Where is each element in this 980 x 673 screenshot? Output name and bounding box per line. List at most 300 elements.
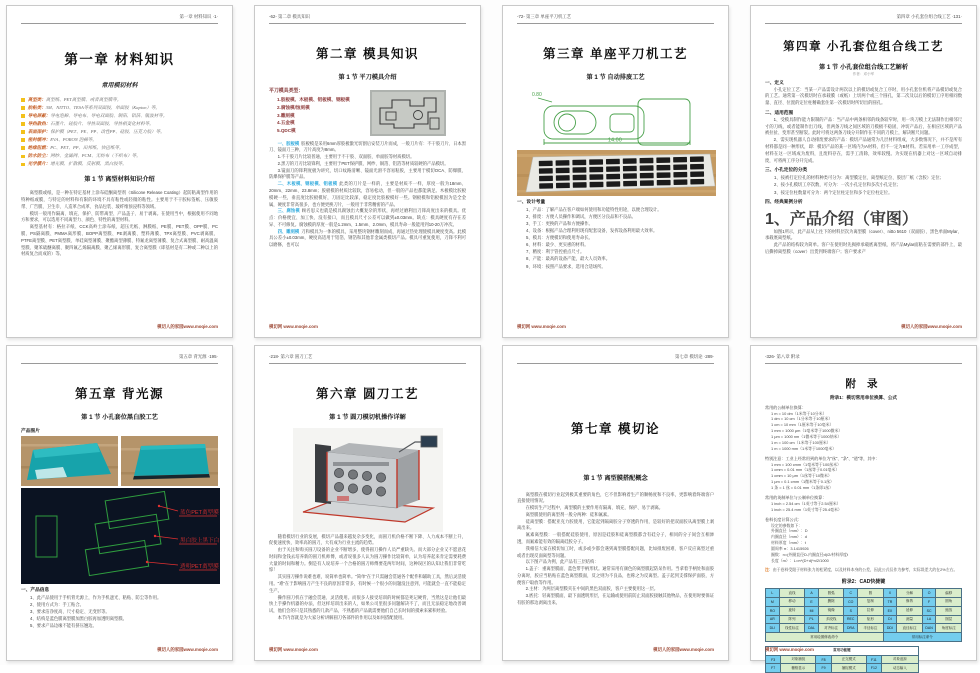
material-item — [21, 136, 218, 144]
annotation-label: 黑白胶上黑下白 — [180, 537, 220, 544]
die-cut-piece — [556, 160, 570, 166]
bullet-square-icon — [21, 146, 25, 150]
footer-site-text: 模切网 www.moqie.com — [517, 324, 566, 329]
material-item — [21, 120, 218, 128]
mold-types-list — [269, 88, 350, 136]
body-paragraph: 小孔定位工艺：当某一产品需设计两次以上的模切或复合工序时，用小孔套位机将产品模切或复合的工艺。通常第一次模切时在承载膜（或纸）上切两个或三个圆孔，第二次及以后的模切工序用相同数量、直径、位置的定位柱精确套住第一次模切时所切出的圆孔。 — [765, 86, 962, 106]
die-cut-piece — [640, 165, 654, 171]
cad-table-cell: 镜像 — [818, 606, 843, 615]
material-item — [21, 152, 218, 160]
cad-table-cell: F11 — [866, 655, 881, 664]
die-cut-piece — [606, 181, 620, 187]
material-text: PC、PET、PP、田邦纸、快巴纸等。 — [50, 145, 124, 151]
footer-site-text: 模切人的家园www.moqie.com — [901, 324, 962, 329]
die-cut-piece — [589, 166, 603, 172]
section-title: 第 1 节 离型膜搭配概念 — [583, 474, 648, 482]
author-line: 作者：邓小军 — [852, 71, 875, 76]
body-paragraph: 离型膜使用的离型剂一般分两种：硅和氟素。 — [525, 511, 612, 517]
unit-line: 1 mm = 1000 μm（1毫米等于1000微米） — [771, 428, 843, 434]
mold-type-item: 1.胶板模、木板模、铝板模、钢板模 — [277, 97, 350, 103]
cad-table-cell: DRA — [844, 624, 858, 633]
die-cut-piece — [640, 157, 654, 163]
product-info-list — [21, 594, 218, 630]
page-6-rotary — [254, 345, 481, 661]
cad-table-cell: TR — [883, 597, 897, 606]
photo-label: 产品图片 — [21, 427, 40, 433]
cad-table-cell: F8 — [816, 655, 831, 664]
info-item: 2、使用方式为：手工贴合。 — [30, 601, 84, 607]
die-cut-piece — [657, 179, 671, 185]
die-cut-piece — [674, 179, 688, 185]
die-cut-piece — [673, 156, 687, 162]
cad-table-cell: REC — [844, 615, 858, 624]
die-cut-piece — [539, 183, 553, 189]
design-list — [517, 206, 714, 270]
cad-table-cell: 正交模式 — [831, 655, 866, 664]
die-cut-piece — [589, 159, 603, 165]
unit-block — [765, 523, 962, 564]
cad-table-cell: 复制 — [858, 597, 883, 606]
cad-table-cell: F7 — [766, 664, 781, 673]
design-item: 2、排废：方便人员操作和调试，方便区分良品和不良品。 — [526, 213, 636, 219]
die-cut-piece — [657, 172, 671, 178]
cad-table-cell: 移动 — [779, 597, 804, 606]
mold-paragraph — [269, 141, 466, 155]
material-item — [21, 112, 218, 120]
cad-table-cell: 阵列 — [779, 615, 804, 624]
dim-label-bottom: 14.00 — [607, 137, 622, 143]
page-1-materials — [6, 5, 233, 338]
product-photo-1 — [21, 436, 118, 486]
unit-block — [765, 462, 962, 491]
die-cut-piece — [623, 158, 637, 164]
page-header-text: 第一章 材料知识 ·1· — [179, 14, 218, 19]
body-paragraph: 2、需实现机器人自动排废要求的产品：模切产品通常为几层材料组成，大多数情况下，并不是所有材料都是同一种形状，即：模切产品的某一区域内为A材料，但不一定为B材料。若采用单一工序成型，材料在这一区域成为废料，且废料存在，需手工清除，效率较慢。为实现在机器上对这一区域自动排废，可将两工序分开完成。 — [765, 137, 962, 163]
cad-table-cell: 测量 — [897, 615, 922, 624]
page-header — [517, 14, 714, 24]
unit-block — [765, 411, 962, 452]
cad-table-cell: DLI — [766, 624, 780, 633]
cad-table-title: 附录2：CAD快捷键 — [841, 579, 886, 586]
chapter-title: 第二章 模具知识 — [316, 46, 419, 61]
mold-text: 刀和模具为一体的模具，采用整块钢材雕刻而成，再通过热处理使模具硬度变高。此模具公差小±0.03mm，硬度高适用于铝箔、钢箔和其他非金属类模切产品。模具可重复使用，刀锋不利可以磨修，也可以 — [269, 228, 467, 248]
bullet-square-icon — [21, 114, 25, 118]
die-cut-piece — [573, 182, 587, 188]
page-2-molds — [254, 5, 481, 338]
note-text: ：由于卷料受限于材料张力的松紧度，以及材料本身的公差，因此公式仅作为参考，实际误差大约在2%左右。 — [768, 566, 958, 572]
cad-product-drawing — [518, 88, 714, 148]
mold-type-item: 4.五金模 — [277, 120, 295, 126]
cad-table-cell: 动态输入 — [882, 664, 919, 673]
cad-table-cell: RO — [766, 606, 780, 615]
die-cut-piece — [690, 178, 704, 184]
die-cut-piece — [690, 163, 704, 169]
cad-table-cell: 圆弧 — [818, 589, 843, 598]
cad-table-cell: 分解 — [897, 589, 922, 598]
cad-table-cell: 对齐标注 — [818, 624, 843, 633]
cad-table-cell: 栅格显示 — [781, 664, 816, 673]
die-cut-piece — [640, 180, 654, 186]
die-cut-piece — [572, 167, 586, 173]
cad-table-cell: M — [766, 597, 780, 606]
mold-text: 1.不干胶刀片比较普通，主要用于不干胶、双面胶、单面胶等材质模切。 — [277, 154, 415, 160]
chapter-title: 第六章 圆刀工艺 — [316, 386, 419, 401]
die-cut-piece — [606, 158, 620, 164]
cad-table-cell: 直线 — [779, 589, 804, 598]
die-cut-piece — [690, 171, 704, 177]
body-paragraph: 离型膜或纸，是一种在特定基材上涂布硅酮离型剂（Silicone Release Coating）起防粘离型作用的特种纸或膜，与特定的材料和有限的环境不具有粘性或轻微的粘性。主要用于不干胶标签纸、压敏胶带、广告膜、卫生巾、人造革合成革、食品包装、玻纤维预浸料等领域。 — [21, 190, 218, 209]
body-paragraph: 随着模切行业的发展，模切产品越来越复杂多变化，而圆刀机价格不断下降、人力成本不断上升，促使速度快、效率高的圆刀，大有成为行业主流的趋势。 — [269, 533, 466, 546]
page-7-theory — [502, 345, 729, 661]
cad-table-cell: 线性标注 — [779, 624, 804, 633]
page-4-pinhole — [750, 5, 977, 338]
appendix-subtitle: 附录1：模切常用单位换算、公式 — [830, 394, 897, 400]
unit-line: 1 cmm = 0.01 mm（1丝等于0.01毫米） — [771, 467, 840, 473]
cad-table-cell: 删除 — [818, 597, 843, 606]
classification-list — [765, 174, 962, 195]
die-cut-piece — [589, 174, 603, 180]
design-item: 8、产能：最高的设备产能，最大人员效率。 — [526, 256, 611, 262]
body-paragraph: 1.盖子：重离型膜面、蓝色带手柄形状。通常采用有颜色的离型膜起防呆作用。当拿着手柄处和面胶分离时，胶应当粘贴在蓝色离型膜面，反之则为不良品，也称之为反离型。盖子起到支撑保护面胶，方便客户取放等作用。 — [517, 566, 714, 585]
die-cut-piece — [539, 175, 553, 181]
unit-line: 材料厚度（mm）：t — [771, 540, 806, 546]
footer-site-text: 模切网 www.moqie.com — [269, 324, 318, 329]
cad-table-cell: DAL — [805, 624, 819, 633]
material-label: 胶粘类： — [27, 104, 46, 110]
mold-text: 3.镜面刀的锋利度极为讲究，切口纹路清晰、镜面光滑不容易粘胶，主要用于模切OCA、防爆膜、防爆保护膜等产品。 — [269, 167, 466, 180]
info-item: 5、要求产品边缘不能有挤压翘边。 — [30, 623, 97, 628]
material-text: 3M、NITTO、TESA等系列双面胶、单面胶（Kapton）等。 — [45, 104, 160, 110]
mold-paragraph — [269, 168, 466, 182]
material-item — [21, 128, 218, 136]
material-label: 光学膜片： — [27, 161, 51, 167]
section-heading: 二、适用范围 — [765, 109, 794, 115]
material-text: EVA、PORON 泡棉等。 — [50, 136, 97, 142]
die-cut-piece — [556, 167, 570, 173]
unit-line: 圆周率 π：3.1415926 — [771, 545, 809, 551]
cad-table-cell: 矩形 — [858, 615, 883, 624]
unit-line: 圈数：n=(外圈直径D-内圈直径d)/2/材料厚度t — [771, 551, 849, 557]
footer-site-text: 模切人的家园www.moqie.com — [157, 324, 218, 329]
mold-heading: 三、腐蚀模 — [277, 208, 300, 214]
die-cut-piece — [606, 173, 620, 179]
cad-table-cell: O — [922, 589, 936, 598]
material-label: 导电屏蔽： — [27, 112, 51, 118]
bullet-square-icon — [21, 106, 25, 110]
cad-table-cell: CO — [844, 597, 858, 606]
unit-block-title: 卷料长度计算公式： — [765, 516, 802, 522]
cad-table-cell: 常用标注命令 — [883, 633, 961, 642]
die-cut-piece — [623, 173, 637, 179]
cad-table-cell: 延伸 — [897, 606, 922, 615]
body-paragraphs — [269, 534, 466, 622]
unit-line: 1 cm = 10 mm（1厘米等于10毫米） — [771, 422, 834, 428]
cad-table-cell: F12 — [866, 664, 881, 673]
material-label: 表面保护： — [27, 128, 51, 134]
die-cut-piece — [573, 174, 587, 180]
material-text: 离型纸、PET离型膜、或者离型膜等。 — [45, 96, 122, 102]
section-heading: 三、小孔定位的分类 — [765, 167, 808, 173]
die-cut-piece — [690, 156, 704, 162]
bullet-square-icon — [21, 122, 25, 126]
cad-table-cell: 捕捉模式 — [831, 664, 866, 673]
cad-table-cell: 对象追踪 — [882, 655, 919, 664]
body-paragraph: 操作圆刀机在于融会贯通、灵活使用。而很多人接受培训的时候都是死记硬背，当然这是让他们最快上手操作机器的办法，但这样培训出来的人，如果公司里很多问题解决不了，而且无法稳定地改善调试，他们会的只是其熟悉的几款产品，不熟悉的产品就需要他们自己长时间的摸索来累积经验。 — [269, 594, 466, 614]
bullet-square-icon — [21, 138, 25, 142]
footer-site-text: 模切网 www.moqie.com — [765, 647, 814, 652]
design-item: 7、精度：利于管控重点尺寸。 — [526, 249, 585, 255]
info-item: 1、此产品使用于手机背光源上，作为手机遮光、粘贴、防尘等作用。 — [30, 594, 162, 600]
body-paragraph: 以下图产品为例，此产品有三层结构： — [525, 559, 599, 565]
mold-types-block — [269, 88, 466, 138]
unit-line: 外圈直径（mm）：D — [771, 528, 808, 534]
cad-table-cell: AR — [766, 615, 780, 624]
page-header — [269, 14, 466, 24]
page-header-text: 第七章 模切论 ·289· — [674, 354, 714, 359]
body-paragraph: 我相信大家在模切加工时，或多或少都会遇到离型膜搭配问题，比如排废困难、客户反应离型过重或者出现反面离型等问题。 — [517, 545, 714, 558]
mold-text: 此类的刀片是一样的，主要是材质不一样，厚度一般为18mm、20mm、22mm、23.8mm；胶板模的材质比较软，容易松动，但一般的产品也都能满足。木板模比胶板模硬一些，垂直度比胶板模好，刀固定比较深，稳定度比胶板模好一些。钢板模和铝板模因为是全金属，硬度非常高很多，也方便更换刀片，一般用于非常精密的产品。 — [269, 181, 466, 207]
flat-die-photo — [370, 90, 446, 136]
material-text: 网纱、金属网、PCM、无纺布（不织布）等。 — [50, 153, 141, 159]
bullet-square-icon — [21, 130, 25, 134]
unit-line: 1 μm = 0.1 cmm（1微米等于0.1丝） — [771, 479, 834, 485]
page-8-appendix — [750, 345, 977, 671]
case-subheading: 1、产品介绍（审图） — [765, 210, 918, 228]
cad-table-cell: 旋转 — [779, 606, 804, 615]
unit-line: 1 dm = 10 cm（1分米等于10厘米） — [771, 416, 833, 422]
cad-table-cell: 半径标注 — [858, 624, 883, 633]
body-paragraph: 在模切生产过程中，离型膜的主要作用有隔离、填充、保护、易于剥离。 — [525, 505, 664, 511]
page-header-text: 第五章 背光源 ·195· — [178, 354, 218, 359]
section-heading: 一、定义 — [765, 79, 784, 85]
footer-site-text: 模切网 www.moqie.com — [269, 647, 318, 652]
body-paragraph: 此产品的结构较为简单。客户在使用时先揭掉承载底离型纸，将产品Mylar面粘在需要的部件上，最后撕掉离型膜（cover）出货到终端客户；客户要求产 — [765, 242, 962, 255]
page-header-text: -326- 第八章 附录 — [765, 354, 800, 359]
bullet-square-icon — [21, 163, 25, 167]
classification-item: 3、按定位柱数量可分为：两个定位柱定位和多个定位柱定位。 — [774, 189, 893, 195]
design-item: 9、环境：按照产品要求，选用合适场所。 — [526, 263, 606, 269]
footer-site-text: 模切人的家园www.moqie.com — [157, 647, 218, 652]
die-cut-piece — [623, 180, 637, 186]
mold-text: 胶板模是采用6mm厚胶板激光切割后安装刀片而成，一般刀片有：不干胶刀片、日本黑刀、镜面刀三种，刀片高度为8mm。 — [269, 140, 467, 153]
unit-block-title: 常用的英制单位与公制单位换算： — [765, 494, 827, 500]
mold-type-item: 2.腐蚀模/蚀刻模 — [277, 104, 310, 110]
die-cut-sheet-photo — [517, 150, 716, 196]
material-item — [21, 144, 218, 152]
footer-site-text: 模切人的家园www.moqie.com — [653, 647, 714, 652]
cad-table-cell: A — [805, 589, 819, 598]
mold-heading: 一、胶板模 — [277, 140, 300, 146]
design-item: 3、手工：更换的产品和方便操作。 — [526, 220, 593, 226]
body-paragraph: 2.主材：为两层离型膜夹在中间的黑色双面胶，客户主要使用这一层。 — [525, 586, 659, 592]
die-cut-piece — [539, 168, 553, 174]
unit-line: 1 inch = 2.54 cm（1英寸等于2.54厘米） — [771, 500, 841, 506]
cad-table-cell: 直径标注 — [897, 624, 922, 633]
body-paragraph: 其实圆刀操作说难也难，说简单也简单。“简单”在于只需融会贯通各个配件和辅助工具，然后灵活使用。“难”在于影响圆刀产生不良的原因非常多，有时候一个很小的问题没注意到，可能就会一直不能稳定生产。 — [269, 574, 466, 593]
rotary-machine-photo — [293, 428, 443, 532]
classification-item: 2、按小孔模切工序次数，可分为：一次小孔定位和多次小孔定位； — [774, 182, 901, 188]
product-photo-2 — [121, 436, 218, 486]
mold-paragraph — [269, 161, 466, 168]
page-5-backlight — [6, 345, 233, 661]
cad-table-cell: PL — [805, 615, 819, 624]
cad-table-cell: 圆角 — [936, 597, 962, 606]
material-text: 增光膜、扩散膜、反射膜、黑白胶等。 — [50, 161, 127, 167]
body-paragraph: 离型基材有：格拉辛纸、CCK高岭土涂布纸、超压光纸、淋膜纸、PE膜、PET膜、OPP膜、PC膜、PS隔离膜、PMMA离形膜、BOPP离型膜、PE剥离膜、塑料薄膜、TPX离型膜、PVC剥离膜、PTFE离型膜、PET离型膜、单硅离型薄膜、聚酯离型薄膜、特氟龙离型薄膜、复合式离型膜、耐高温离型膜、聚苯硫醚离膜、聚四氟乙烯隔离膜、聚乙烯离形膜、复合离型膜（即基材是有二种或二种以上的材质复合而成的）等。 — [21, 224, 218, 257]
material-item — [21, 96, 218, 104]
unit-line: 1 条 = 1 丝 = 0.01 mm（1条即1丝） — [771, 484, 834, 490]
cad-table-cell: L — [766, 589, 780, 598]
material-label: 密封缓冲： — [27, 136, 51, 142]
note-label: 注 — [765, 566, 769, 572]
mold-paragraph — [269, 229, 466, 249]
cad-table-cell: 偏移 — [936, 589, 962, 598]
unit-line: 内圈直径（mm）：d — [771, 534, 807, 540]
material-item — [21, 160, 218, 168]
material-text: 石墨片、硅胶片、导热双面胶、导热相变化材料等。 — [50, 120, 154, 126]
unit-line: 1 μm = 1000 nm（1微米等于1000纳米） — [771, 433, 842, 439]
cad-shortcut-table — [765, 588, 962, 642]
info-item: 3、要求洁净度高、尺寸稳定、无变形等。 — [30, 608, 110, 614]
body-paragraphs — [517, 492, 714, 607]
body-paragraph: 硅离型膜：搭配亚克力胶使用，它能起到隔离胶分子穿透的作用，是较好的把双面胶从离型膜上剥离出来。 — [517, 518, 714, 531]
design-item: 4、设备：根据产品合理利用现有配套设备，发挥设备利用最大效率。 — [526, 227, 658, 233]
cad-table-cell: 修剪 — [897, 597, 922, 606]
cad-table-cell: 角度标注 — [936, 624, 962, 633]
bullet-square-icon — [21, 98, 25, 102]
section-title: 第 1 节 离型材料知识介绍 — [84, 176, 155, 184]
material-label: 导热散热： — [27, 120, 51, 126]
body-paragraph: 模切一般用作隔离、填充、保护、防带离型、产品盖子、易于剥离。在使用当中，根据使用不同地方和要求，可以选用不同离型力、颜色、特性的离型材料。 — [21, 210, 218, 223]
die-cut-piece — [606, 166, 620, 172]
mold-text: 2.黑刀的刀刃比较锋利，主要用于PET保护膜、网纱、铜箔、铝箔等材质较硬的产品模切。 — [277, 160, 449, 166]
chapter-title: 第一章 材料知识 — [64, 51, 175, 67]
cad-table-cell: F — [922, 597, 936, 606]
body-paragraph: 由于关注和购买圆刀设备的企业不断增多，使得圆刀操作人员严重缺失。而大部分企业又不愿意花时间和金钱去培养新的圆刀机师傅，或者说很多人认为圆刀操作比较简单，认为培养起来肯定需要耗费大量的时间和精力。倒是有人说培养一个合格的圆刀师傅要花两年时间，这种误区的认知让我们非常吃惊！ — [269, 547, 466, 573]
cad-table-cell: DDI — [883, 624, 897, 633]
chapter-title: 附 录 — [845, 377, 882, 390]
cad-table-cell: 常用绘图修改命令 — [766, 633, 884, 642]
cad-table-cell: 缩放 — [936, 606, 962, 615]
die-cut-piece — [590, 181, 604, 187]
cad-table-cell: SC — [922, 606, 936, 615]
die-cut-piece — [539, 160, 553, 166]
unit-line: 1 m = 100 cm（1米等于100厘米） — [771, 439, 831, 445]
annotation-label: 蓝色PET离型膜 — [180, 509, 219, 516]
mold-text: 顾名思义也就是模具腐蚀出大概复杂的形状，再经过磨利出刀锋高度出来的模具。优点：价格便宜、加工快、没有接口，而且模具尺寸公差可以做到±0.03mm。缺点：模具硬度有存在差异、不可修复。腐蚀模的厚度一般是1.2mm、1.5mm、2.0mm，模具寿命一般能用到10-20万冲次。 — [269, 208, 467, 227]
cad-table-cell: 多段线 — [818, 615, 843, 624]
page-3-flat-knife — [502, 5, 729, 338]
mold-paragraph — [269, 208, 466, 228]
body-paragraph: 1、受模具制作能力限制的产品：当产品中两条相邻的线条较窄时，用一块刀模上无法制作出相邻尺寸的刀线，或者能制作出刀线，但两条刀线之间区域的刀模极不稳固，冲切产品后，在相应区域的产品被拉扯、变形甚至断裂。此时可将这两条刀线分开制作在不同的刀模上，解决断尺问题。 — [765, 116, 962, 136]
material-text: 导电泡棉、导电布、导电双面胶、铜箔、铝箔、吸波材等。 — [50, 112, 168, 118]
page-header-text: -218- 第六章 圆刀工艺 — [269, 354, 313, 359]
cad-table-cell: F9 — [816, 664, 831, 673]
info-title: 一、产品信息 — [21, 586, 50, 592]
page-header — [517, 354, 714, 364]
page-subtitle: 常用模切材料 — [101, 82, 138, 89]
cad-table-cell: EX — [883, 606, 897, 615]
material-label: 绝缘阻燃： — [27, 145, 51, 151]
unit-line: 1 mm = 100 cmm（1毫米等于100丝米） — [771, 461, 841, 467]
die-cut-piece — [556, 175, 570, 181]
unit-line: 1 cmm = 10 μm（1丝等于10微米） — [771, 473, 832, 479]
unit-line: 长度（m）：L=π*(D+d)*n/2/1000 — [771, 557, 829, 563]
unit-block-title: 常用的公制单位换算： — [765, 404, 806, 410]
cad-table-cell: E — [805, 597, 819, 606]
body-paragraph: 3.底托：轻离型膜面，最下面透明形层，在运输或使用前防止双面胶接触其他物品，在使用时要保证有胶的那边剥离出来。 — [517, 593, 714, 605]
unit-block — [765, 501, 962, 513]
mold-types-items — [269, 96, 350, 135]
page-header-text: -72- 第三章 单座平刀机工艺 — [517, 14, 572, 19]
page-header — [765, 14, 962, 24]
classification-item: 1、按被打定位孔的材料种类可分为：离型膜定位、离型纸定位、胶层厂纸（含胶）定位； — [774, 175, 944, 181]
page-header — [21, 14, 218, 24]
body-paragraph: 本节内容就是为大家分析讲解圆刀各部件的作用以及如何搭配使用。 — [277, 614, 407, 620]
mold-type-item: 5.QDC模 — [277, 128, 296, 134]
cad-table-cell: MI — [805, 606, 819, 615]
mold-heading: 四、雕刻模 — [277, 228, 300, 234]
unit-line: 1 m = 10 dm（1米等于10分米） — [771, 410, 827, 416]
die-cut-piece — [556, 182, 570, 188]
section-title: 第 1 节 圆刀模切机操作详解 — [329, 413, 406, 421]
material-text: 保护膜（PET、PE、PP、改性PP、硅胶、压克力胶）等。 — [50, 128, 165, 134]
mold-paragraph — [269, 154, 466, 161]
cad-table-cell: X — [883, 589, 897, 598]
design-item: 1、产品：了解产品在客户端如何使用和功能特性用途，以便合理设计。 — [526, 206, 662, 212]
die-cut-piece — [673, 164, 687, 170]
design-item: 6、材料：最少、更实惠的材料。 — [526, 242, 589, 248]
section-title: 第 1 节 平刀模具介绍 — [338, 73, 397, 81]
mold-heading: 二、木板模、钢板模、铝板模 — [277, 181, 338, 187]
mold-types-title: 平刀模具类型： — [269, 88, 304, 94]
formula-note — [765, 567, 962, 573]
die-cut-piece — [656, 157, 670, 163]
unit-line: 1 inch = 25.4 mm（1英寸等于25.4毫米） — [771, 506, 842, 512]
chapter-title: 第五章 背光源 — [75, 386, 164, 401]
page-header-text: -62- 第二章 模具知识 — [269, 14, 310, 19]
body-paragraph: 氟素离型膜：一般搭配硅胶使用，原因是硅胶和硅离型膜都含有硅分子，相同的分子间会互相渗透，而氟素能有效的隔离硅胶分子。 — [517, 532, 714, 544]
product-photos — [21, 436, 218, 486]
chapter-title: 第四章 小孔套位组合线工艺 — [783, 40, 944, 53]
annotation-label: 透明PET离型膜 — [180, 563, 219, 570]
dim-label-top: 0.80 — [531, 91, 542, 98]
bullet-square-icon — [21, 155, 25, 159]
die-cut-piece — [640, 172, 654, 178]
body-paragraph: 离型膜在模切行业起到极其重要的角色，它不但影响着生产的顺畅度和不良率，更影响着终端客户直接使用情况。 — [517, 491, 714, 504]
cad-table-cell: 拉伸 — [858, 606, 883, 615]
cad-table-cell: 对象捕捉 — [781, 655, 816, 664]
die-cut-piece — [623, 165, 637, 171]
section-heading: 四、经典案例分析 — [765, 198, 803, 204]
page-header — [21, 354, 218, 364]
cad-table-cell: 常用功能键 — [766, 646, 919, 655]
die-cut-piece — [572, 159, 586, 165]
die-cut-piece — [656, 164, 670, 170]
unit-block-title: 特别注意：工业上经常用到的单位为“丝”、“条”、“道”等，其中： — [765, 455, 880, 461]
cad-table-cell: S — [844, 606, 858, 615]
cad-structure-diagram — [21, 488, 220, 584]
material-item — [21, 104, 218, 112]
cad-table-cell: LA — [922, 615, 936, 624]
chapter-title: 第七章 模切论 — [571, 421, 660, 436]
materials-list — [21, 96, 218, 169]
chapter-title: 第三章 单座平刀机工艺 — [543, 46, 688, 61]
section-title: 第 1 节 小孔套位组合线工艺解析 — [818, 63, 909, 71]
material-label: 防水防尘： — [27, 153, 51, 159]
mold-type-item: 3.雕刻模 — [277, 112, 295, 118]
page-header — [269, 354, 466, 364]
